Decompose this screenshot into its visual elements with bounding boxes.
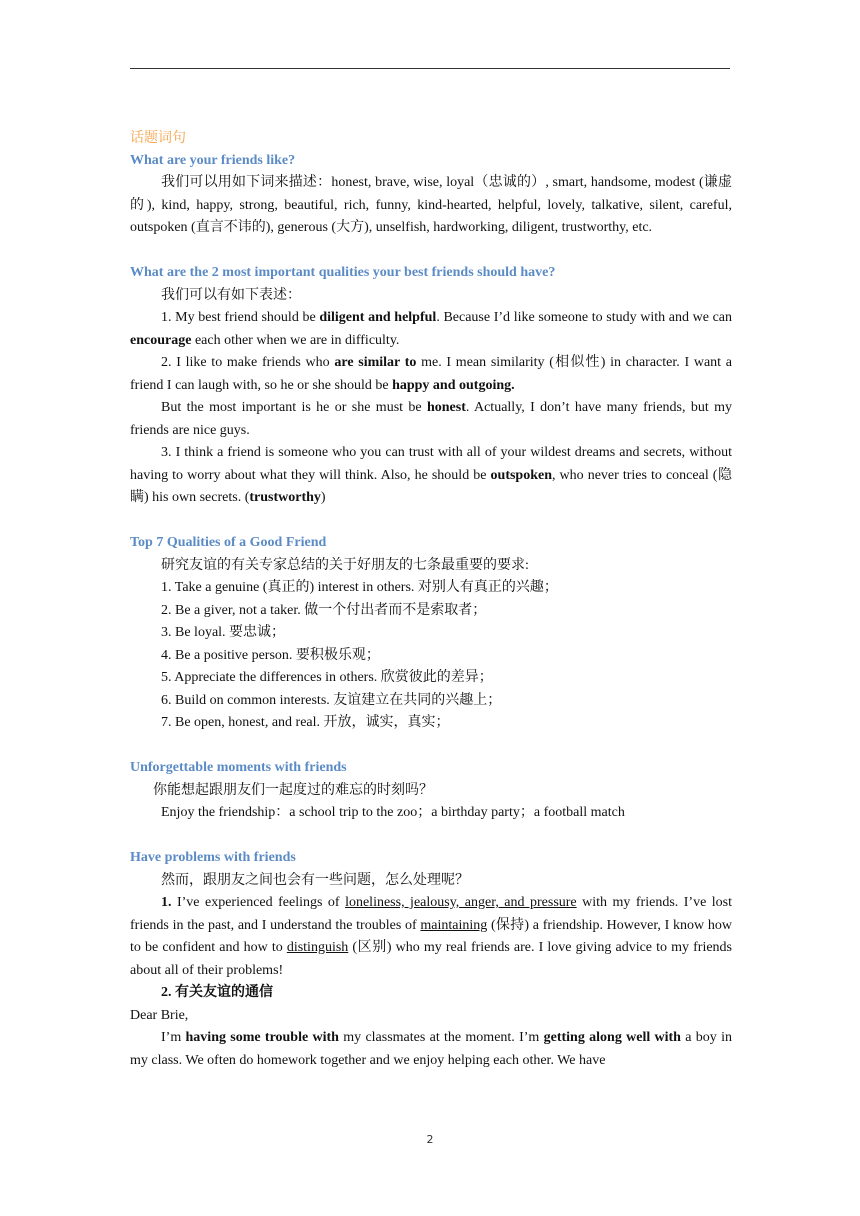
- list-item: 1. Take a genuine (真正的) interest in others. 对别人有真正的兴趣；: [161, 580, 558, 595]
- quality-paragraph-1: 1. My best friend should be diligent and helpful. Because I’d like someone to study with and we can encourage each other when we are in difficulty.: [130, 310, 733, 348]
- moments-examples: Enjoy the friendship：a school trip to the zoo；a birthday party；a football match: [161, 805, 625, 820]
- header-rule: [130, 68, 730, 69]
- topic-title: 话题词句: [130, 130, 186, 146]
- section-heading-moments: Unforgettable moments with friends: [130, 760, 347, 775]
- page-number: 2: [426, 1133, 434, 1146]
- adjective-list-paragraph: 我们可以用如下词来描述：honest, brave, wise, loyal（忠诚的）, smart, handsome, modest (谦虚的), kind, happy, strong, beautiful, rich, funny, kind-hearted, helpful, lovely, talkative, silent, careful, outspoken (直言不讳的), generous (大方), unselfish, hardworking, diligent, trustworthy, etc.: [130, 175, 732, 235]
- section-heading-problems: Have problems with friends: [130, 850, 296, 865]
- letter-section-title: 2. 有关友谊的通信: [161, 985, 273, 1000]
- section-heading-friends-like: What are your friends like?: [130, 152, 296, 168]
- letter-salutation: Dear Brie,: [130, 1007, 189, 1023]
- section-heading-qualities: What are the 2 most important qualities your best friends should have?: [130, 265, 556, 280]
- list-item: 4. Be a positive person. 要积极乐观；: [161, 647, 380, 663]
- document-body: [130, 127, 732, 1072]
- problems-paragraph-1: 1. I’ve experienced feelings of loneliness, jealousy, anger, and pressure with my friends. I’ve lost friends in the past, and I understand the troubles of maintaining (保持) a friendship. However, I know how to be confident and how to distinguish (区别) who my real friends are. I love giving advice to my friends about all of their problems!: [130, 895, 733, 978]
- letter-paragraph: I’m having some trouble with my classmates at the moment. I’m getting along well with a boy in my class. We often do homework together and we enjoy helping each other. We have: [130, 1030, 732, 1068]
- top7-intro: 研究友谊的有关专家总结的关于好朋友的七条最重要的要求:: [161, 557, 529, 573]
- qualities-intro: 我们可以有如下表述：: [161, 287, 301, 303]
- list-item: 7. Be open, honest, and real. 开放，诚实，真实；: [161, 715, 450, 730]
- list-item: 2. Be a giver, not a taker. 做一个付出者而不是索取者；: [161, 602, 487, 618]
- quality-paragraph-2: 2. I like to make friends who are similar to me. I mean similarity (相似性) in character. I want a friend I can laugh with, so he or she should be happy and outgoing.: [130, 355, 732, 393]
- moments-question: 你能想起跟朋友们一起度过的难忘的时刻吗？: [153, 782, 433, 798]
- list-item: 3. Be loyal. 要忠诚；: [161, 625, 286, 640]
- list-item: 5. Appreciate the differences in others. 欣赏彼此的差异；: [161, 670, 493, 685]
- quality-paragraph-3: 3. I think a friend is someone who you can trust with all of your wildest dreams and secrets, without having to worry about what they will think. Also, he should be outspoken, who never tries to conceal (隐瞒) his own secrets. (trustworthy): [130, 445, 732, 505]
- section-heading-top7: Top 7 Qualities of a Good Friend: [130, 535, 327, 550]
- list-item: 6. Build on common interests. 友谊建立在共同的兴趣上；: [161, 692, 502, 708]
- quality-paragraph-2b: But the most important is he or she must be honest. Actually, I don’t have many friends, but my friends are nice guys.: [130, 400, 732, 438]
- problems-intro: 然而，跟朋友之间也会有一些问题，怎么处理呢？: [161, 872, 469, 888]
